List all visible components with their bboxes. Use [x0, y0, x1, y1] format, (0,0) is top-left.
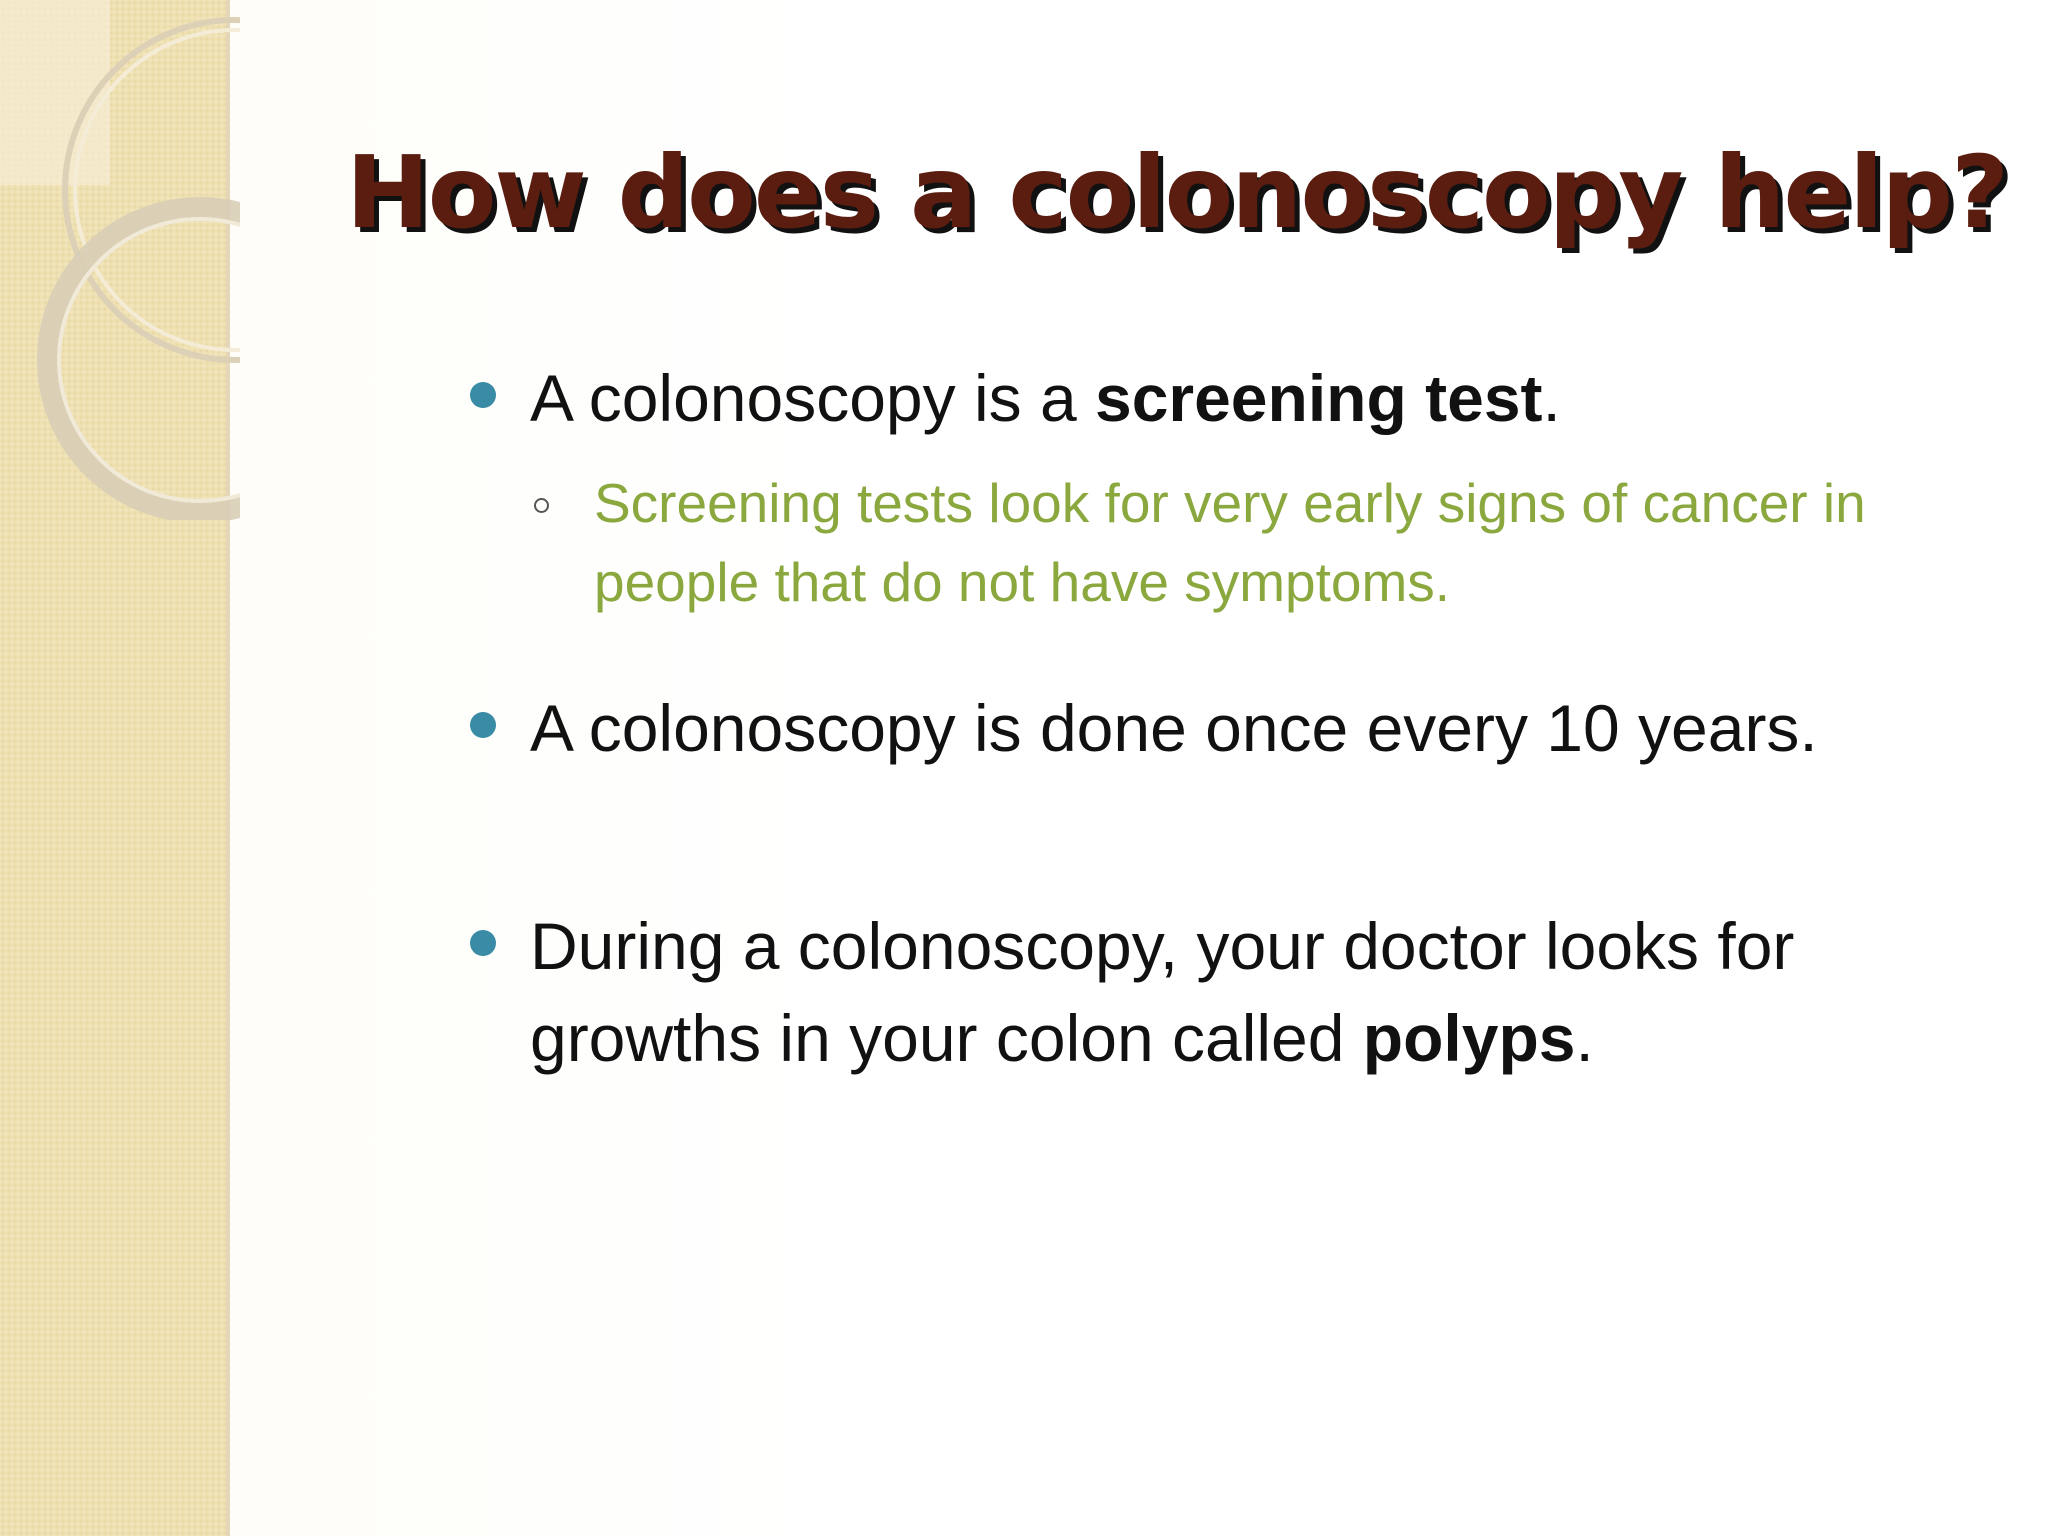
bullet-text: During a colonoscopy, your doctor looks for growths in your colon called	[530, 909, 1795, 1075]
sub-bullet-item-screening-definition	[530, 464, 1910, 622]
bullet-dot-icon	[470, 930, 496, 956]
bullet-list	[470, 352, 1910, 1084]
bullet-item-polyps	[470, 900, 1910, 1084]
bullet-bold-term: polyps	[1362, 1001, 1576, 1075]
bullet-item-screening-test	[470, 352, 1910, 444]
bullet-text-end: .	[1542, 361, 1561, 435]
bullet-bold-term: screening test	[1095, 361, 1543, 435]
bullet-dot-icon	[470, 382, 496, 408]
sub-bullet-text: Screening tests look for very early signs of cancer in people that do not have symptoms.	[594, 472, 1866, 613]
bullet-text: A colonoscopy is done once every 10 years.	[530, 691, 1818, 765]
slide-title: How does a colonoscopy help?	[346, 134, 2008, 251]
bullet-text-end: .	[1575, 1001, 1594, 1075]
decorative-circles	[0, 0, 240, 520]
sub-bullet-ring-icon	[534, 498, 549, 513]
bullet-dot-icon	[470, 712, 496, 738]
bullet-text: A colonoscopy is a	[530, 361, 1095, 435]
bullet-item-frequency	[470, 682, 1910, 774]
